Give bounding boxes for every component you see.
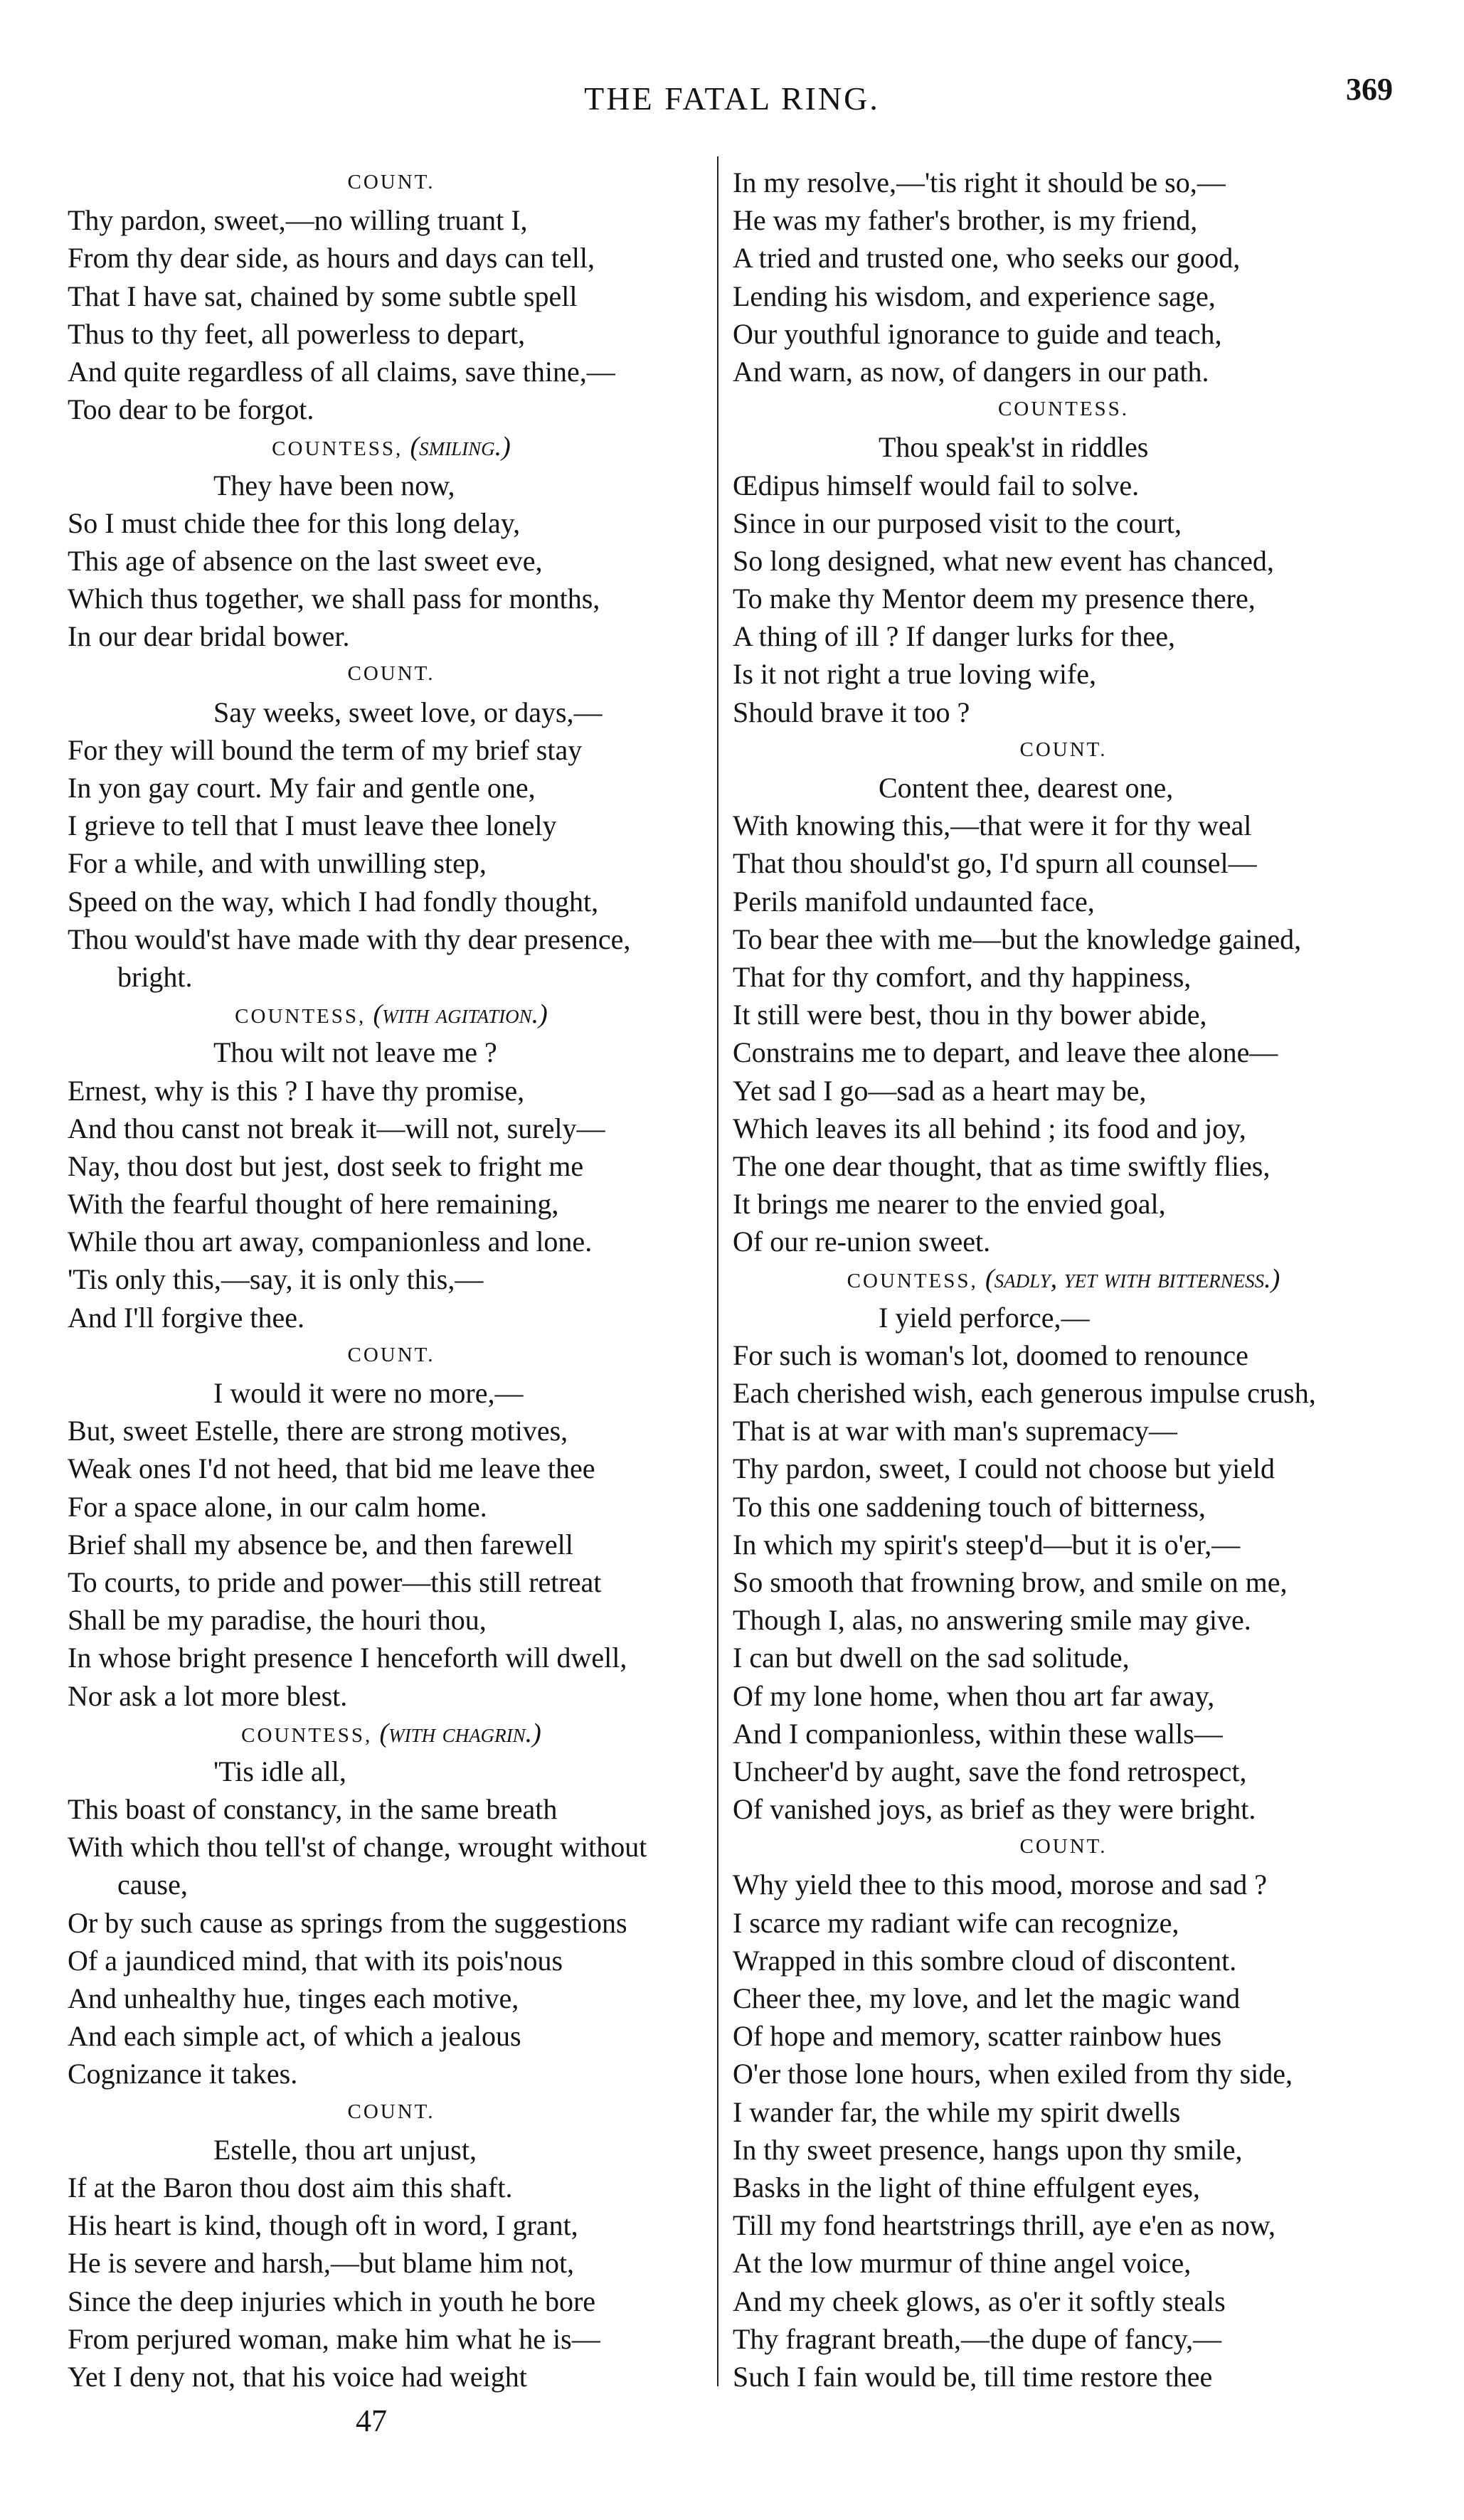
verse-line: This boast of constancy, in the same breath (68, 1793, 558, 1826)
verse-line: I yield perforce,— (879, 1301, 1090, 1334)
verse-line: From thy dear side, as hours and days can tell, (68, 242, 595, 275)
speaker-heading (68, 164, 715, 201)
verse-line: So smooth that frowning brow, and smile on me, (733, 1565, 1288, 1598)
verse-line: A tried and trusted one, who seeks our good, (733, 242, 1241, 275)
speaker-heading (68, 2093, 715, 2131)
verse-line: I would it were no more,— (213, 1377, 524, 1409)
verse-line: And unhealthy hue, tinges each motive, (68, 1982, 519, 2014)
verse-line: cause, (117, 1868, 188, 1901)
verse-line: This age of absence on the last sweet eve, (68, 544, 543, 577)
verse-line: Of hope and memory, scatter rainbow hues (733, 2020, 1222, 2053)
stage-direction: (smiling.) (410, 432, 511, 462)
verse-line: Of my lone home, when thou art far away, (733, 1679, 1215, 1712)
verse-line: bright. (117, 960, 193, 993)
verse-line: That for thy comfort, and thy happiness, (733, 960, 1192, 993)
verse-line: Thou wilt not leave me ? (213, 1036, 497, 1069)
verse-line: Though I, alas, no answering smile may give. (733, 1604, 1251, 1637)
verse-line: And I'll forgive thee. (68, 1301, 305, 1334)
speaker-name: COUNTESS, (241, 1723, 373, 1747)
verse-line: Estelle, thou art unjust, (213, 2133, 477, 2166)
verse-line: To bear thee with me—but the knowledge gained, (733, 923, 1302, 955)
speaker-heading (733, 1828, 1394, 1866)
verse-line: In yon gay court. My fair and gentle one, (68, 772, 536, 804)
verse-line: Weak ones I'd not heed, that bid me leave thee (68, 1452, 595, 1485)
signature-mark: 47 (356, 2403, 387, 2438)
verse-line: Of our re-union sweet. (733, 1226, 991, 1258)
verse-line: For they will bound the term of my brief stay (68, 733, 583, 766)
verse-line: For such is woman's lot, doomed to renounce (733, 1339, 1248, 1371)
verse-line: Which leaves its all behind ; its food and joy, (733, 1112, 1246, 1144)
speaker-name: COUNTESS, (235, 1005, 366, 1028)
verse-line: His heart is kind, though oft in word, I grant, (68, 2209, 578, 2242)
verse-line: I grieve to tell that I must leave thee lonely (68, 809, 557, 842)
verse-line: Why yield thee to this mood, morose and sad ? (733, 1868, 1267, 1901)
verse-line: With knowing this,—that were it for thy weal (733, 809, 1252, 842)
speaker-name: COUNT. (347, 171, 435, 193)
verse-line: Lending his wisdom, and experience sage, (733, 280, 1216, 312)
stage-direction: (with chagrin.) (379, 1718, 541, 1748)
verse-line: To this one saddening touch of bitterness, (733, 1490, 1206, 1523)
right-column (733, 164, 1394, 2396)
verse-line: And I companionless, within these walls— (733, 1717, 1223, 1750)
verse-line: Of a jaundiced mind, that with its pois'nous (68, 1944, 563, 1977)
running-title: THE FATAL RING. (584, 80, 880, 117)
verse-line: A thing of ill ? If danger lurks for thee, (733, 620, 1176, 653)
verse-line: Which thus together, we shall pass for months, (68, 583, 600, 615)
verse-line: From perjured woman, make him what he is— (68, 2322, 600, 2355)
verse-line: Thou would'st have made with thy dear presence, (68, 923, 631, 955)
verse-line: In my resolve,—'tis right it should be so,— (733, 166, 1226, 198)
verse-line: Yet sad I go—sad as a heart may be, (733, 1074, 1147, 1107)
verse-line: In whose bright presence I henceforth will dwell, (68, 1642, 627, 1674)
verse-line: And warn, as now, of dangers in our path. (733, 355, 1209, 388)
verse-line: Yet I deny not, that his voice had weight (68, 2360, 527, 2393)
speaker-name: COUNT. (347, 662, 435, 686)
verse-line: Or by such cause as springs from the suggestions (68, 1906, 627, 1939)
verse-line: So I must chide thee for this long delay, (68, 506, 521, 539)
verse-line: Wrapped in this sombre cloud of discontent. (733, 1944, 1237, 1977)
verse-line: 'Tis only this,—say, it is only this,— (68, 1263, 484, 1296)
page-number: 369 (1346, 72, 1393, 107)
speaker-name: COUNT. (1019, 738, 1108, 761)
speaker-heading (733, 390, 1394, 428)
verse-line: Thou speak'st in riddles (879, 431, 1149, 464)
verse-line: They have been now, (213, 469, 455, 501)
speaker-name: COUNTESS, (272, 437, 403, 461)
verse-line: In thy sweet presence, hangs upon thy smile, (733, 2133, 1243, 2166)
verse-line: Should brave it too ? (733, 696, 970, 728)
verse-line: While thou art away, companionless and lone. (68, 1226, 593, 1258)
verse-line: Nay, thou dost but jest, dost seek to fright me (68, 1149, 584, 1182)
verse-line: Is it not right a true loving wife, (733, 658, 1097, 691)
verse-line: He is severe and harsh,—but blame him not, (68, 2247, 575, 2280)
verse-line: In our dear bridal bower. (68, 620, 350, 653)
verse-line: It still were best, thou in thy bower abide, (733, 999, 1207, 1031)
verse-line: Too dear to be forgot. (68, 393, 314, 426)
verse-line: For a while, and with unwilling step, (68, 847, 487, 880)
verse-line: O'er those lone hours, when exiled from thy side, (733, 2058, 1293, 2090)
stage-direction: (sadly, yet with bitterness.) (985, 1264, 1280, 1294)
verse-line: At the low murmur of thine angel voice, (733, 2247, 1192, 2280)
speaker-name: COUNT. (347, 2100, 435, 2123)
speaker-name: COUNT. (1019, 1835, 1108, 1859)
speaker-heading (68, 996, 715, 1033)
verse-line: To courts, to pride and power—this still retreat (68, 1565, 602, 1598)
verse-line: I wander far, the while my spirit dwells (733, 2095, 1181, 2128)
verse-line: But, sweet Estelle, there are strong motives, (68, 1415, 568, 1447)
verse-line: Thy fragrant breath,—the dupe of fancy,— (733, 2322, 1222, 2355)
verse-line: Content thee, dearest one, (879, 772, 1174, 804)
speaker-heading (733, 731, 1394, 769)
verse-line: Œdipus himself would fail to solve. (733, 469, 1140, 501)
verse-line: Uncheer'd by aught, save the fond retrospect, (733, 1755, 1247, 1787)
verse-line: 'Tis idle all, (213, 1755, 346, 1787)
verse-line: Thy pardon, sweet,—no willing truant I, (68, 204, 528, 237)
verse-line: Say weeks, sweet love, or days,— (213, 696, 603, 728)
verse-line: It brings me nearer to the envied goal, (733, 1188, 1166, 1221)
verse-line: Thy pardon, sweet, I could not choose but yield (733, 1452, 1275, 1485)
verse-line: He was my father's brother, is my friend, (733, 204, 1198, 237)
verse-line: To make thy Mentor deem my presence there, (733, 583, 1256, 615)
verse-line: Thus to thy feet, all powerless to depart, (68, 317, 526, 350)
speaker-heading (68, 1715, 715, 1753)
verse-line: Cognizance it takes. (68, 2058, 298, 2090)
verse-line: The one dear thought, that as time swiftly flies, (733, 1149, 1271, 1182)
speaker-name: COUNTESS, (847, 1270, 978, 1293)
verse-line: That is at war with man's supremacy— (733, 1415, 1177, 1447)
verse-line: Our youthful ignorance to guide and teach, (733, 317, 1222, 350)
verse-line: Of vanished joys, as brief as they were bright. (733, 1793, 1256, 1826)
verse-line: Nor ask a lot more blest. (68, 1679, 348, 1712)
verse-line: That thou should'st go, I'd spurn all counsel— (733, 847, 1257, 880)
speaker-name: COUNT. (347, 1343, 435, 1366)
verse-line: And each simple act, of which a jealous (68, 2020, 521, 2053)
verse-line: I scarce my radiant wife can recognize, (733, 1906, 1179, 1939)
verse-line: Constrains me to depart, and leave thee alone— (733, 1036, 1278, 1069)
verse-line: Till my fond heartstrings thrill, aye e'en as now, (733, 2209, 1276, 2242)
speaker-heading (68, 1336, 715, 1374)
verse-line: Such I fain would be, till time restore thee (733, 2360, 1213, 2393)
left-column (68, 164, 715, 2396)
verse-line: Ernest, why is this ? I have thy promise, (68, 1074, 525, 1107)
verse-line: And thou canst not break it—will not, surely— (68, 1112, 605, 1144)
verse-line: I can but dwell on the sad solitude, (733, 1642, 1130, 1674)
speaker-heading (68, 655, 715, 693)
verse-line: And quite regardless of all claims, save thine,— (68, 355, 615, 388)
verse-line: And my cheek glows, as o'er it softly steals (733, 2285, 1226, 2317)
verse-line: Speed on the way, which I had fondly thought, (68, 885, 599, 918)
verse-line: In which my spirit's steep'd—but it is o'er,— (733, 1528, 1241, 1561)
verse-line: Basks in the light of thine effulgent eyes, (733, 2171, 1200, 2203)
verse-line: Shall be my paradise, the houri thou, (68, 1604, 487, 1637)
verse-line: Perils manifold undaunted face, (733, 885, 1095, 918)
verse-line: With which thou tell'st of change, wrought without (68, 1831, 647, 1864)
verse-line: Since the deep injuries which in youth he bore (68, 2285, 596, 2317)
speaker-heading (733, 1260, 1394, 1298)
verse-line: Each cherished wish, each generous impulse crush, (733, 1377, 1316, 1409)
speaker-heading (68, 428, 715, 466)
speaker-name: COUNTESS. (997, 398, 1130, 421)
verse-line: Brief shall my absence be, and then farewell (68, 1528, 573, 1561)
column-divider (717, 156, 718, 2386)
stage-direction: (with agitation.) (373, 999, 548, 1030)
verse-line: So long designed, what new event has chanced, (733, 544, 1274, 577)
verse-line: For a space alone, in our calm home. (68, 1490, 487, 1523)
verse-line: That I have sat, chained by some subtle spell (68, 280, 578, 312)
verse-line: With the fearful thought of here remaining, (68, 1188, 559, 1221)
verse-line: Cheer thee, my love, and let the magic wand (733, 1982, 1241, 2014)
verse-line: Since in our purposed visit to the court, (733, 506, 1182, 539)
verse-line: If at the Baron thou dost aim this shaft. (68, 2171, 513, 2203)
